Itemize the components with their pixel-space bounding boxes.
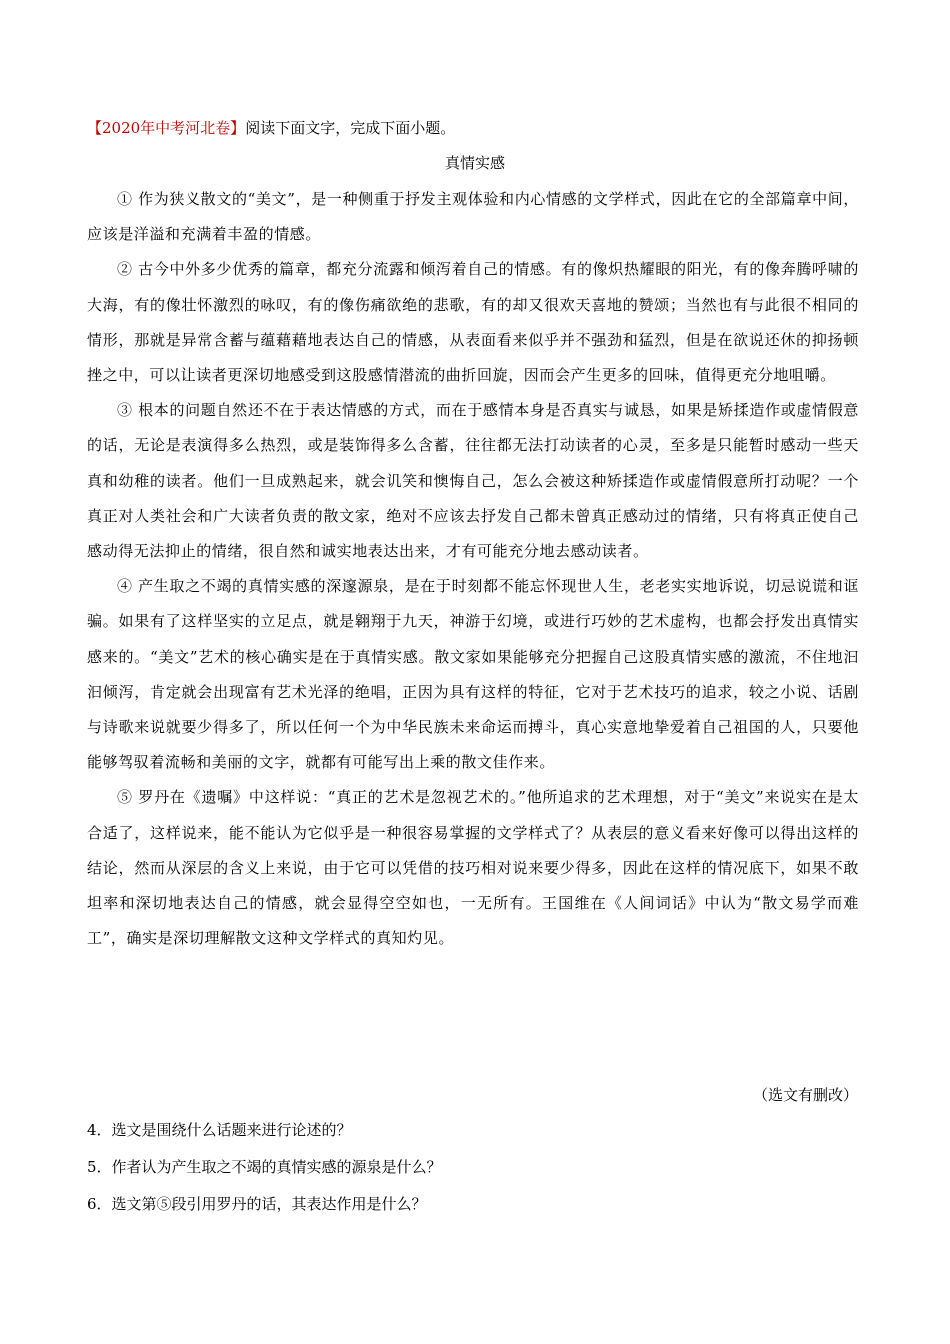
paragraph-2: ② 古今中外多少优秀的篇章，都充分流露和倾泻着自己的情感。有的像炽热耀眼的阳光，有的像奔腾呼啸的大海，有的像壮怀激烈的咏叹，有的像伤痛欲绝的悲歌，有的却又很欢天喜地的赞颂；当然也有与此很不相同的情形，那就是异常含蓄与蕴藉藉地表达自己的情感，从表面看来似乎并不强劲和猛烈，但是在欲说还休的抑扬顿挫之中，可以让读者更深切地感受到这股感情潜流的曲折回旋，因而会产生更多的回味，值得更充分地咀嚼。 bbox=[87, 260, 859, 385]
paragraph-3: ③ 根本的问题自然还不在于表达情感的方式，而在于感情本身是否真实与诚恳，如果是矫揉造作或虚情假意的话，无论是表演得多么热烈，或是装饰得多么含蓄，往往都无法打动读者的心灵，至多是只能暂时感动一些天真和幼稚的读者。他们一旦成熟起来，就会讥笑和懊悔自己，怎么会被这种矫揉造作或虚情假意所打动呢？一个真正对人类社会和广大读者负责的散文家，绝对不应该去抒发自己都未曾真正感动过的情绪，只有将真正使自己感动得无法抑止的情绪，很自然和诚实地表达出来，才有可能充分地去感动读者。 bbox=[87, 401, 859, 561]
article-body bbox=[87, 182, 859, 956]
question-6: 6．选文第⑤段引用罗丹的话，其表达作用是什么？ bbox=[87, 1195, 427, 1213]
intro-line bbox=[87, 116, 867, 140]
question-list bbox=[87, 1118, 867, 1229]
paragraph-1: ① 作为狭义散文的“美文”，是一种侧重于抒发主观体验和内心情感的文学样式，因此在它的全部篇章中间，应该是洋溢和充满着丰盈的情感。 bbox=[87, 190, 859, 244]
paragraph-4: ④ 产生取之不竭的真情实感的深邃源泉，是在于时刻都不能忘怀现世人生，老老实实地诉说，切忌说谎和诓骗。如果有了这样坚实的立足点，就是翱翔于九天，神游于幻境，或进行巧妙的艺术虚构，也都会抒发出真情实感来的。“美文”艺术的核心确实是在于真情实感。散文家如果能够充分把握自己这股真情实感的激流，不住地汩汩倾泻，肯定就会出现富有艺术光泽的绝唱，正因为具有这样的特征，它对于艺术技巧的追求，较之小说、话剧与诗歌来说就要少得多了，所以任何一个为中华民族未来命运而搏斗，真心实意地挚爱着自己祖国的人，只要他能够驾驭着流畅和美丽的文字，就都有可能写出上乘的散文佳作来。 bbox=[87, 577, 859, 772]
paragraph-5: ⑤ 罗丹在《遗嘱》中这样说：“真正的艺术是忽视艺术的。”他所追求的艺术理想，对于“美文”来说实在是太合适了，这样说来，能不能认为它似乎是一种很容易掌握的文学样式了？从表层的意义看来好像可以得出这样的结论，然而从深层的含义上来说，由于它可以凭借的技巧相对说来要少得多，因此在这样的情况底下，如果不敢坦率和深切地表达自己的情感，就会显得空空如也，一无所有。王国维在《人间词话》中认为“散文易学而难工”，确实是深切理解散文这种文学样式的真知灼见。 bbox=[87, 788, 859, 948]
question-4: 4．选文是围绕什么话题来进行论述的？ bbox=[87, 1121, 352, 1139]
article-title: 真情实感 bbox=[444, 154, 505, 172]
question-5: 5．作者认为产生取之不竭的真情实感的源泉是什么？ bbox=[87, 1158, 442, 1176]
source-note: （选文有删改） bbox=[752, 1086, 858, 1104]
instruction-text: 阅读下面文字，完成下面小题。 bbox=[245, 119, 456, 137]
exam-source-tag: 【2020年中考河北卷】 bbox=[87, 119, 246, 137]
